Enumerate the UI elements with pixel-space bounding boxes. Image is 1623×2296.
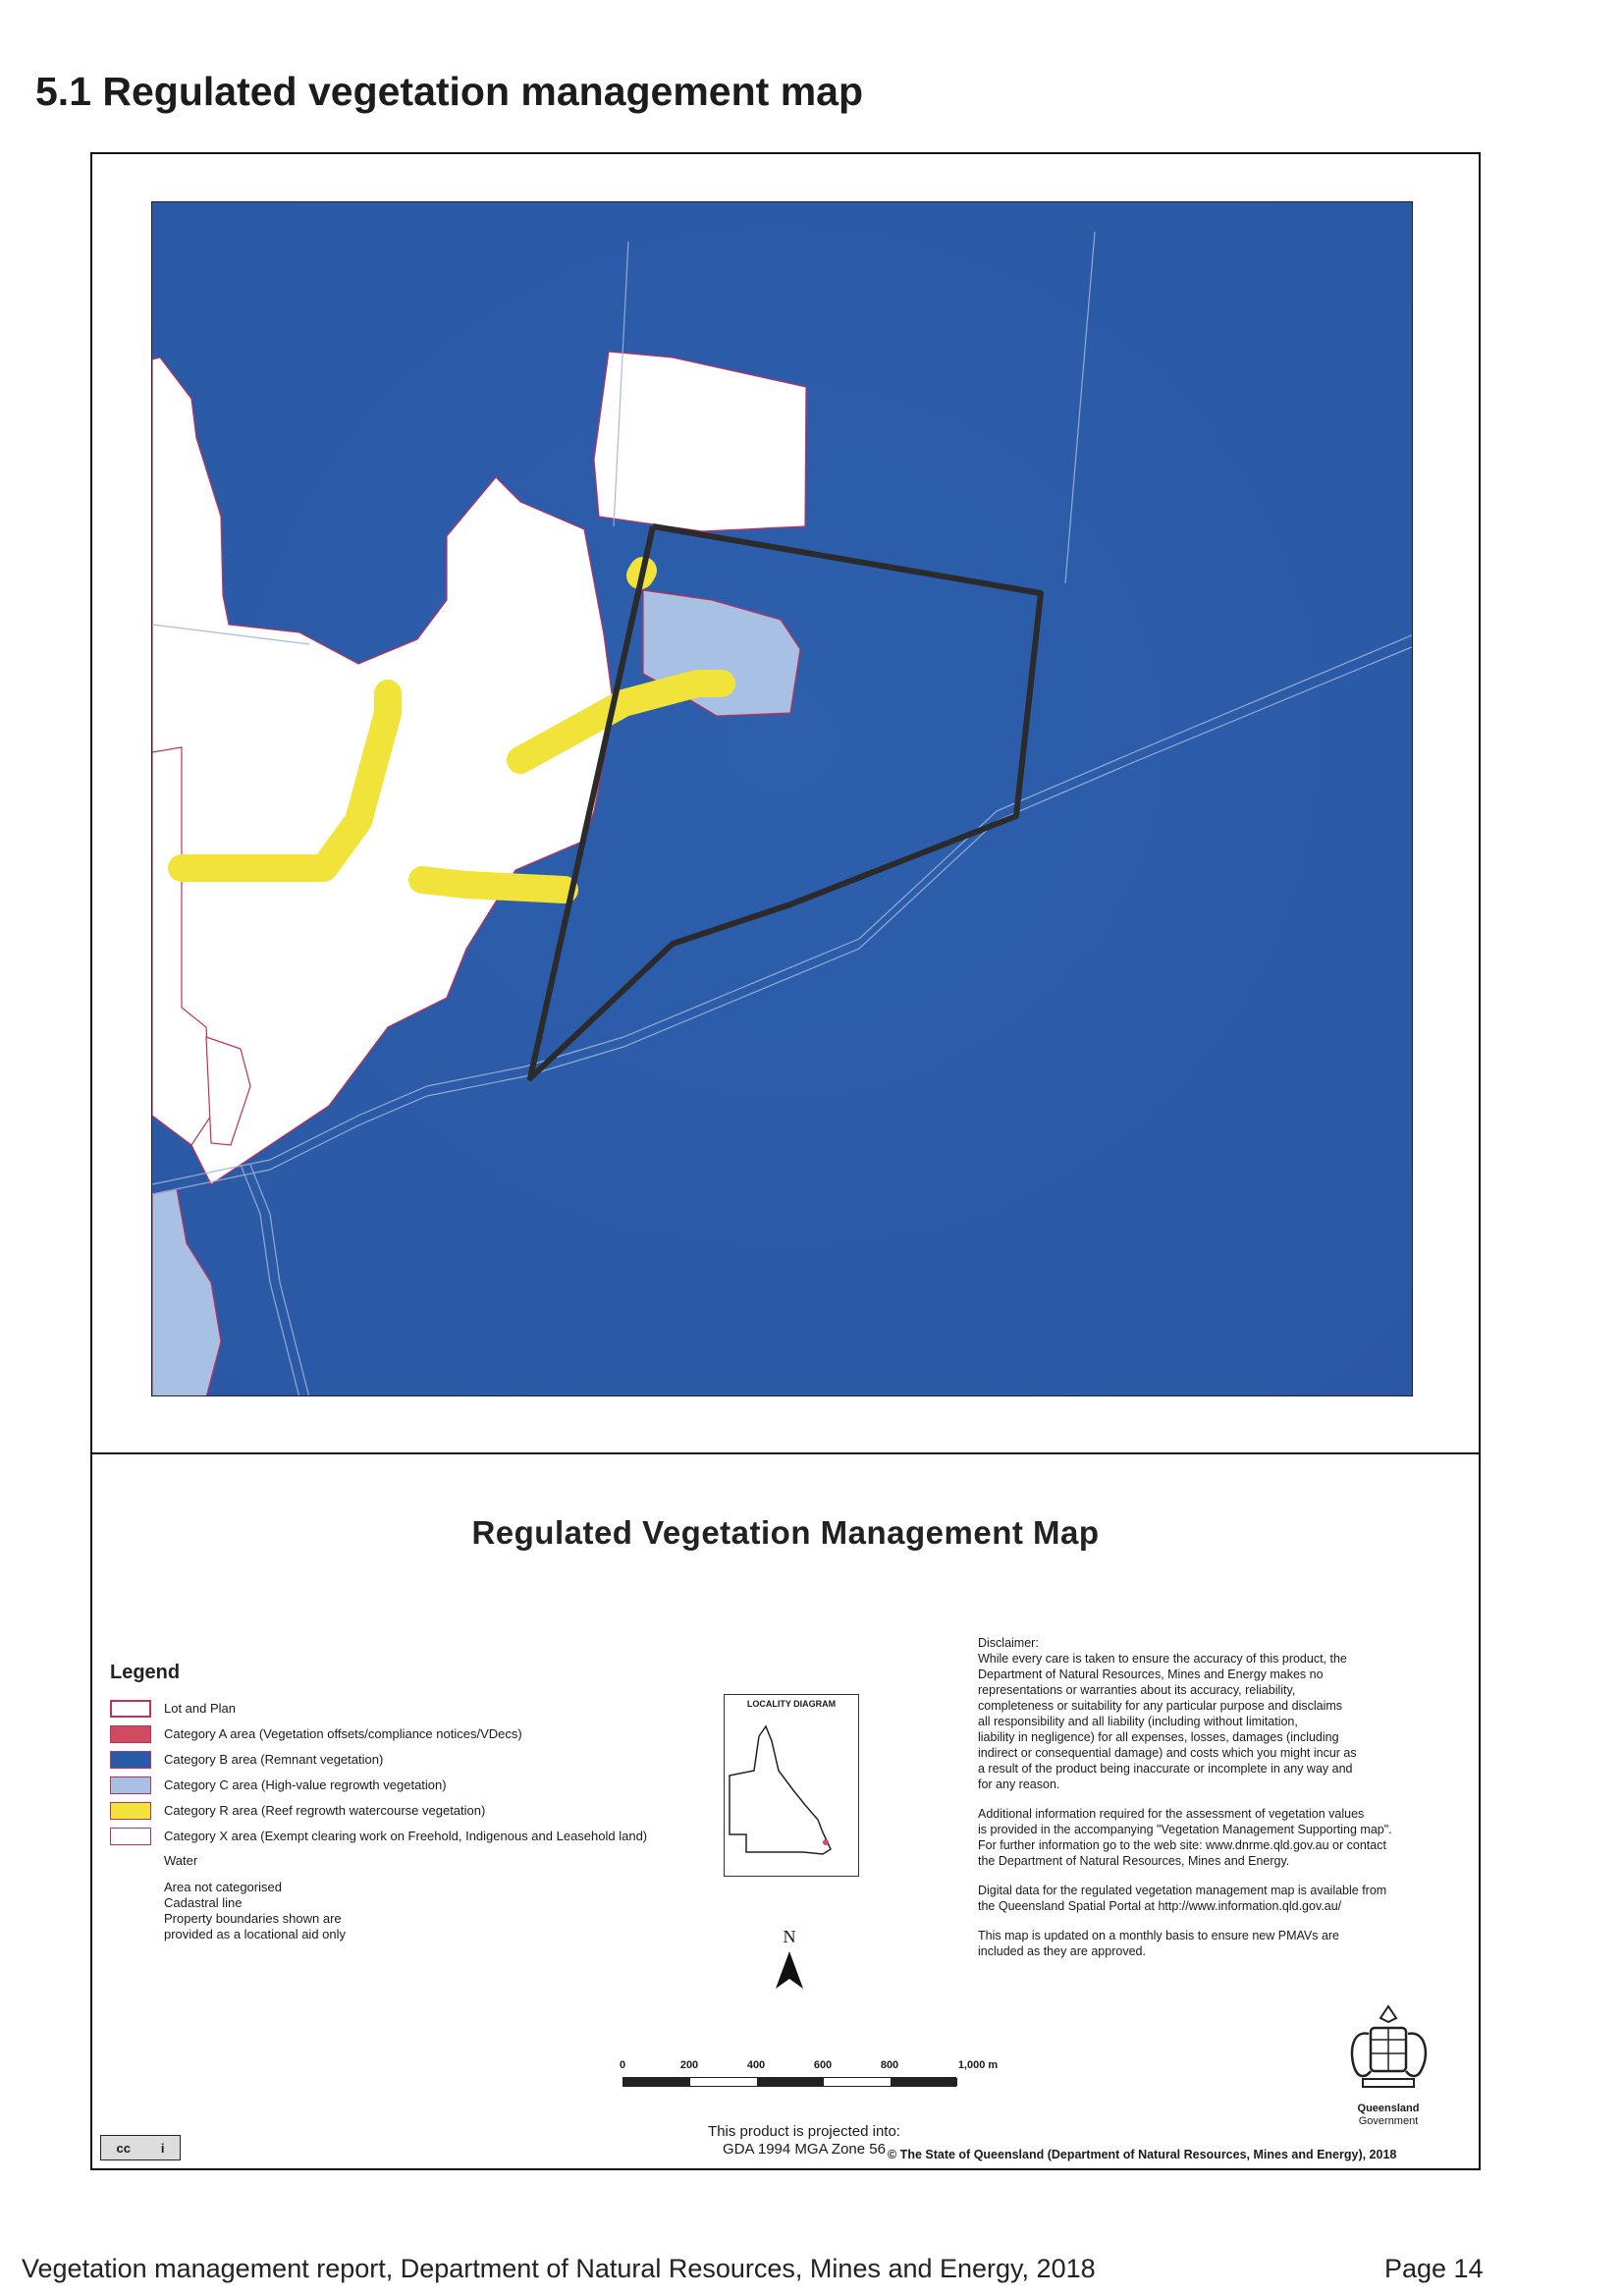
scale-bar-graphic [622,2077,956,2087]
copyright-notice: © The State of Queensland (Department of Natural Resources, Mines and Energy), 2018 [888,2148,1397,2161]
legend-label: Lot and Plan [164,1701,237,1716]
legend-list [110,1696,719,1849]
queensland-government-logo [1339,2000,1437,2128]
locality-diagram [724,1694,859,1877]
legend-label: Category X area (Exempt clearing work on Freehold, Indigenous and Leasehold land) [164,1829,648,1843]
vegetation-map [152,202,1413,1396]
map-canvas[interactable] [151,201,1413,1396]
north-label: N [783,1927,796,1946]
government-subtitle: Government [1358,2115,1419,2127]
section-heading: 5.1 Regulated vegetation management map [35,69,864,114]
scale-tick: 1,000 m [957,2059,999,2071]
legend-item-category-b [110,1747,719,1773]
disclaimer-paragraph: Additional information required for the assessment of vegetation values is provided in the accompanying "Vegetation Management Supporting map". For further information go to the web site: www.dnrme.qld.gov.au or contact the Department of Natural Resources, Mines and Energy. [978,1807,1392,1868]
disclaimer-paragraph: Digital data for the regulated vegetation management map is available from the Queensland Spatial Portal at http://www.information.qld.gov.au/ [978,1884,1387,1913]
legend-label: Category B area (Remnant vegetation) [164,1752,384,1767]
queensland-outline-icon [725,1717,858,1874]
scale-segment [757,2078,824,2086]
scale-segment [891,2078,957,2086]
disclaimer-paragraph: This map is updated on a monthly basis to ensure new PMAVs are included as they are approved. [978,1929,1340,1958]
legend-title: Legend [110,1662,181,1683]
legend-label: Category R area (Reef regrowth watercourse vegetation) [164,1803,486,1818]
disclaimer-paragraph: Disclaimer: While every care is taken to ensure the accuracy of this product, the Department of Natural Resources, Mines and Energy makes no representations or warranties about its accuracy, reliability, completeness or suitability for any particular purpose and disclaims all responsibility and all liability (including without limitation, liability in negligence) for all expenses, losses, damages (including indirect or consequential damage) and costs which you might incur as a result of the product being inaccurate or incomplete in any way and for any reason. [978,1636,1357,1791]
north-arrow-icon [770,1947,809,1993]
legend-label: Category C area (High-value regrowth vegetation) [164,1777,447,1792]
legend-swatch [110,1700,151,1718]
legend-swatch [110,1751,151,1769]
locality-title: LOCALITY DIAGRAM [746,1699,837,1709]
scale-tick: 0 [619,2059,626,2071]
scale-tick: 400 [746,2059,766,2071]
government-name: Queensland [1357,2103,1420,2114]
attribution-icon: i [160,2140,165,2156]
projection-note: This product is projected into: GDA 1994 MGA Zone 56 [708,2123,900,2158]
north-arrow [770,1927,809,1997]
legend-water-label: Water [164,1853,198,1868]
scale-tick: 200 [679,2059,699,2071]
coat-of-arms-icon [1341,2000,1435,2099]
legend-swatch [110,1725,151,1743]
map-title: Regulated Vegetation Management Map [471,1514,1100,1551]
legend-swatch [110,1802,151,1820]
legend-item-category-a [110,1722,719,1747]
legend-item-category-c [110,1773,719,1798]
creative-commons-badge[interactable] [100,2135,181,2160]
page-footer-title: Vegetation management report, Department of Natural Resources, Mines and Energy, 2018 [22,2254,1096,2283]
legend-swatch [110,1777,151,1794]
disclaimer [978,1635,1469,1973]
legend-item-category-r [110,1798,719,1824]
scale-bar [619,2059,1015,2118]
legend-swatch [110,1828,151,1845]
legend-not-categorised-label: Area not categorised [164,1880,282,1894]
scale-tick: 800 [880,2059,899,2071]
scale-segment [623,2078,690,2086]
page-number: Page 14 [1384,2254,1484,2283]
cc-icon: cc [116,2140,131,2156]
scale-tick: 600 [813,2059,833,2071]
map-sheet [90,152,1481,2170]
legend-label: Category A area (Vegetation offsets/compliance notices/VDecs) [164,1726,522,1741]
legend-item-lot-plan [110,1696,719,1722]
panel-divider [92,1452,1479,1454]
legend-item-category-x [110,1824,719,1849]
legend-cadastral-label: Cadastral line Property boundaries shown are provided as a locational aid only [164,1895,347,1941]
